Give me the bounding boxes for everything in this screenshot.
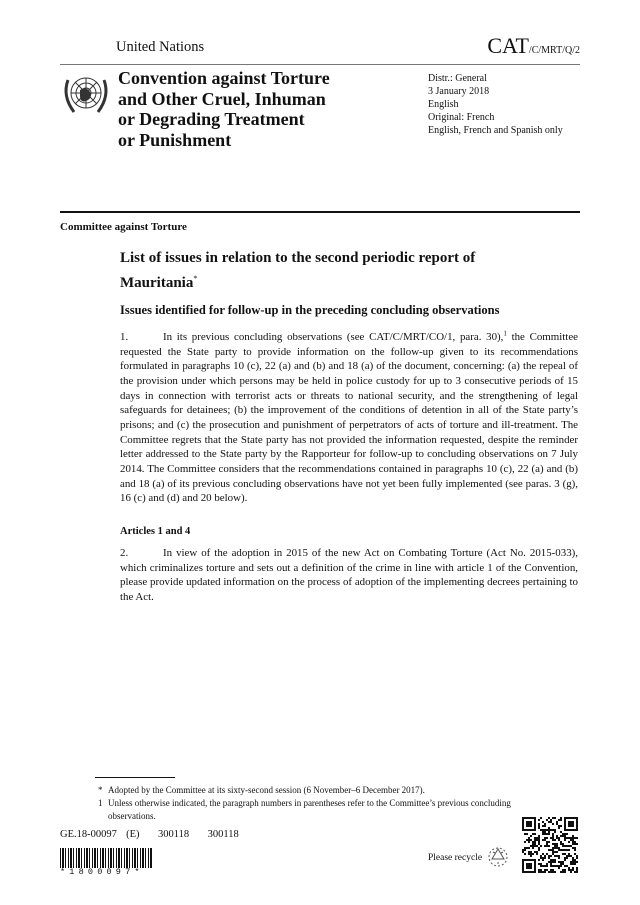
header-rule	[60, 64, 580, 65]
organization-name: United Nations	[116, 39, 205, 55]
recycle-icon	[487, 846, 509, 868]
date: 3 January 2018	[428, 86, 490, 97]
paragraph-1	[120, 330, 578, 506]
qr-code-icon	[522, 817, 578, 873]
section-heading: Articles 1 and 4	[120, 526, 191, 537]
title-line: or Punishment	[118, 129, 232, 150]
footnote-mark: 1	[98, 798, 103, 808]
convention-title	[118, 68, 330, 150]
paragraph-text: the Committee requested the State party to provide information on the follow-up given to its recommendations formulated in paragraphs 10 (c), 22 (a) and (b) and 18 (a) of the document, concerning: (a) the repeal of the provision under which persons may be held in police custody for up to 3 consecutive periods of 15 days in connection with terrorist acts or threats to national security, and the strengthening of legal safeguards for detainees; (b) the improvement of the conditions of detention in all of the State party’s prisons; and (c) the prosecution and punishment of perpetrators of acts of torture and ill-treatment. The Committee regrets that the State party has not provided the information requested, despite the reminder letter addressed to the State party by the Rapporteur for follow-up to concluding observations on 7 July 2014. The Committee considers that the recommendations contained in paragraphs 10 (c), 22 (a) and (b) and 18 (a) of its previous concluding observations have not yet been fully implemented (see paras. 3 (g), 16 (c) and (d) and 20 below).	[120, 331, 578, 505]
recycle-label: Please recycle	[428, 853, 483, 863]
document-heading	[120, 249, 540, 293]
job-number: GE.18-00097 (E) 300118 300118	[60, 829, 239, 840]
title-line: and Other Cruel, Inhuman	[118, 88, 326, 109]
barcode	[60, 848, 152, 868]
title-line: Convention against Torture	[118, 68, 330, 88]
symbol-main: CAT	[487, 33, 529, 58]
footnote-ref[interactable]: 1	[503, 329, 507, 338]
distribution-info	[428, 72, 563, 137]
paragraph-2	[120, 546, 578, 605]
footnote	[98, 784, 528, 797]
languages-available: English, French and Spanish only	[428, 125, 563, 136]
title-rule	[60, 211, 580, 213]
distr-line: Distr.: General	[428, 73, 487, 84]
committee-name: Committee against Torture	[60, 221, 187, 233]
un-emblem-icon	[60, 68, 112, 120]
barcode-number: *1800097*	[60, 867, 144, 877]
symbol-suffix: /C/MRT/Q/2	[528, 45, 580, 56]
footnote-ref[interactable]: *	[193, 273, 198, 283]
paragraph-text: In view of the adoption in 2015 of the new Act on Combating Torture (Act No. 2015-033), which criminalizes torture and sets out a definition of the crime in line with article 1 of the Convention, please provide updated information on the process of adoption of the implementing decrees pertaining to the Act.	[120, 547, 578, 603]
footnote-text: Unless otherwise indicated, the paragraph numbers in parentheses refer to the Committee’s previous concluding observations.	[108, 798, 511, 821]
footnote-rule	[95, 777, 175, 778]
original-language: Original: French	[428, 112, 495, 123]
paragraph-text: In its previous concluding observations (see CAT/C/MRT/CO/1, para. 30),	[163, 331, 504, 343]
footnote	[98, 797, 528, 822]
paragraph-number: 1.	[120, 331, 129, 343]
footnote-text: Adopted by the Committee at its sixty-second session (6 November–6 December 2017).	[108, 785, 425, 795]
document-symbol	[487, 33, 580, 59]
footnote-mark: *	[98, 785, 103, 795]
title-line: or Degrading Treatment	[118, 109, 305, 129]
paragraph-number: 2.	[120, 547, 129, 559]
heading-text: List of issues in relation to the second periodic report of Mauritania	[120, 250, 476, 291]
language: English	[428, 99, 459, 110]
subheading: Issues identified for follow-up in the preceding concluding observations	[120, 303, 500, 317]
